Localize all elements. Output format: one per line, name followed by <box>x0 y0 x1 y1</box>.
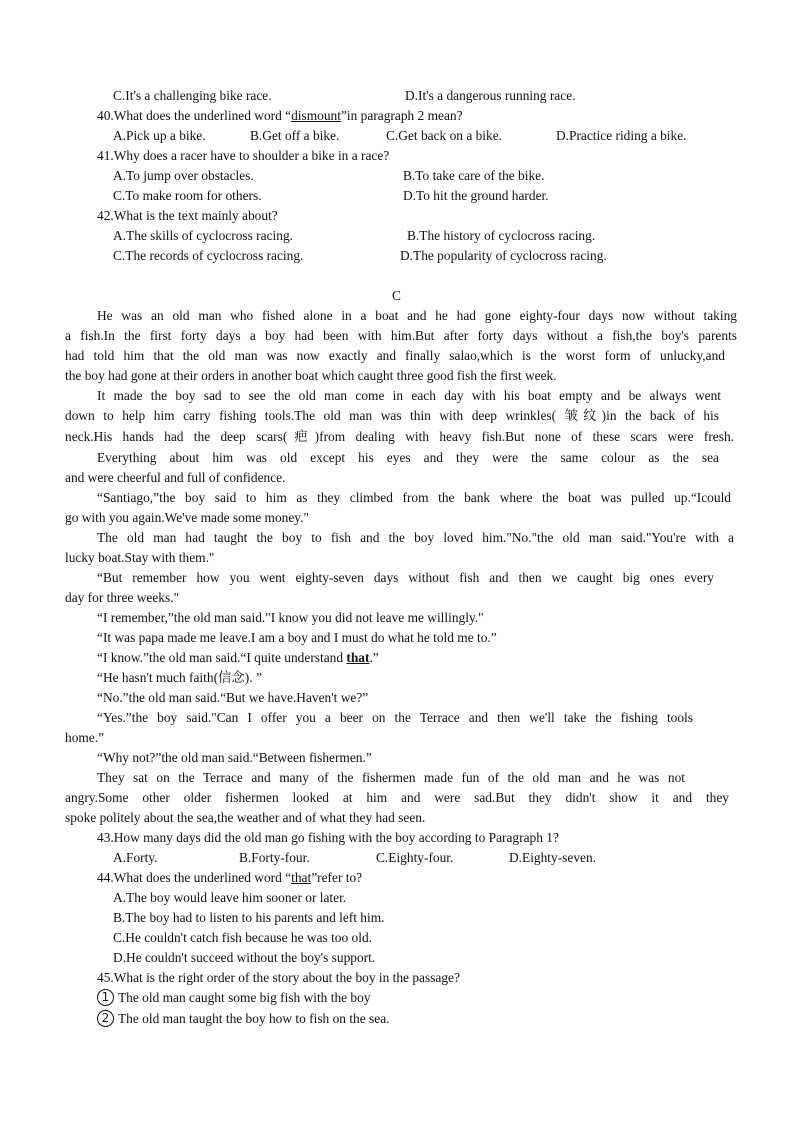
q42-stem: 42.What is the text mainly about? <box>97 208 278 223</box>
underlined-that: that <box>346 650 370 665</box>
q43-option-b: B.Forty-four. <box>239 850 310 865</box>
passage-p14-line2: angry.Some other older fishermen looked at him and were sad.But they didn't show it and they <box>65 790 729 805</box>
passage-p8: “It was papa made me leave.I am a boy and I must do what he told me to.” <box>97 630 497 645</box>
q40-option-b: B.Get off a bike. <box>250 128 340 143</box>
q40-underlined-word: dismount <box>291 108 341 123</box>
q44-option-c: C.He couldn't catch fish because he was too old. <box>113 930 372 945</box>
circled-number-2: 2 <box>97 1010 114 1027</box>
passage-p1-line3: had told him that the old man was now exactly and finally salao,which is the worst form of unlucky,and <box>65 348 725 363</box>
q40-option-c: C.Get back on a bike. <box>386 128 503 143</box>
q43-option-c: C.Eighty-four. <box>376 850 454 865</box>
passage-p14-line1: They sat on the Terrace and many of the fishermen made fun of the old man and he was not <box>97 770 685 785</box>
passage-p5-line1: The old man had taught the boy to fish and the boy loved him."No."the old man said."You're with a <box>97 530 734 545</box>
q44-option-d: D.He couldn't succeed without the boy's support. <box>113 950 376 965</box>
q41-option-a: A.To jump over obstacles. <box>113 168 254 183</box>
passage-p1-line2: a fish.In the first forty days a boy had been with him.But after forty days without a fish,the boy's parents <box>65 328 737 343</box>
circled-number-1: 1 <box>97 989 114 1006</box>
q40-option-d: D.Practice riding a bike. <box>556 128 687 143</box>
q42-option-c: C.The records of cyclocross racing. <box>113 248 304 263</box>
q41-option-c: C.To make room for others. <box>113 188 262 203</box>
q42-option-a: A.The skills of cyclocross racing. <box>113 228 293 243</box>
passage-p5-line2: lucky boat.Stay with them." <box>65 550 215 565</box>
passage-p12-line1: “Yes.”the boy said."Can I offer you a beer on the Terrace and then we'll take the fishing tools <box>97 710 693 725</box>
q45-item-1: 1 The old man caught some big fish with the boy <box>97 988 371 1008</box>
passage-p4-line1: “Santiago,”the boy said to him as they climbed from the bank where the boat was pulled up.“Icould <box>97 490 731 505</box>
q42-option-d: D.The popularity of cyclocross racing. <box>400 248 607 263</box>
passage-p3-line1: Everything about him was old except his eyes and they were the same colour as the sea <box>97 450 719 465</box>
q42-option-b: B.The history of cyclocross racing. <box>407 228 596 243</box>
passage-p6-line2: day for three weeks." <box>65 590 180 605</box>
q43-stem: 43.How many days did the old man go fishing with the boy according to Paragraph 1? <box>97 830 559 845</box>
q41-option-d: D.To hit the ground harder. <box>403 188 549 203</box>
q44-stem: 44.What does the underlined word “that”refer to? <box>97 870 363 885</box>
q43-option-a: A.Forty. <box>113 850 158 865</box>
passage-p10: “He hasn't much faith(信念). ” <box>97 670 262 685</box>
passage-p13: “Why not?”the old man said.“Between fishermen.” <box>97 750 372 765</box>
q39-option-d: D.It's a dangerous running race. <box>405 88 576 103</box>
q41-stem: 41.Why does a racer have to shoulder a bike in a race? <box>97 148 390 163</box>
passage-p3-line2: and were cheerful and full of confidence. <box>65 470 286 485</box>
q44-option-a: A.The boy would leave him sooner or later. <box>113 890 347 905</box>
q45-stem: 45.What is the right order of the story about the boy in the passage? <box>97 970 460 985</box>
passage-p2-line1: It made the boy sad to see the old man come in each day with his boat empty and be always went <box>97 388 721 403</box>
passage-p11: “No.”the old man said.“But we have.Haven't we?” <box>97 690 369 705</box>
passage-p1-line1: He was an old man who fished alone in a boat and he had gone eighty-four days now without taking <box>97 308 737 323</box>
q40-option-a: A.Pick up a bike. <box>113 128 206 143</box>
passage-p14-line3: spoke politely about the sea,the weather and of what they had seen. <box>65 810 426 825</box>
section-title: C <box>392 288 401 303</box>
passage-p6-line1: “But remember how you went eighty-seven days without fish and then we caught big ones every <box>97 570 714 585</box>
q40-stem: 40.What does the underlined word “dismount”in paragraph 2 mean? <box>97 108 463 123</box>
q39-option-c: C.It's a challenging bike race. <box>113 88 272 103</box>
q45-item-2: 2 The old man taught the boy how to fish on the sea. <box>97 1009 389 1029</box>
passage-p4-line2: go with you again.We've made some money." <box>65 510 309 525</box>
passage-p2-line3: neck.His hands had the deep scars(疤)from dealing with heavy fish.But none of these scars were fresh. <box>65 429 734 444</box>
q43-option-d: D.Eighty-seven. <box>509 850 597 865</box>
passage-p9: “I know.”the old man said.“I quite understand that.” <box>97 650 379 665</box>
q44-underlined-word: that <box>291 870 312 885</box>
q44-option-b: B.The boy had to listen to his parents and left him. <box>113 910 385 925</box>
passage-p7: “I remember,”the old man said."I know you did not leave me willingly." <box>97 610 484 625</box>
passage-p2-line2: down to help him carry fishing tools.The old man was thin with deep wrinkles( 皱纹)in the back of his <box>65 408 719 423</box>
q41-option-b: B.To take care of the bike. <box>403 168 545 183</box>
passage-p1-line4: the boy had gone at their orders in another boat which caught three good fish the first week. <box>65 368 557 383</box>
passage-p12-line2: home.” <box>65 730 105 745</box>
